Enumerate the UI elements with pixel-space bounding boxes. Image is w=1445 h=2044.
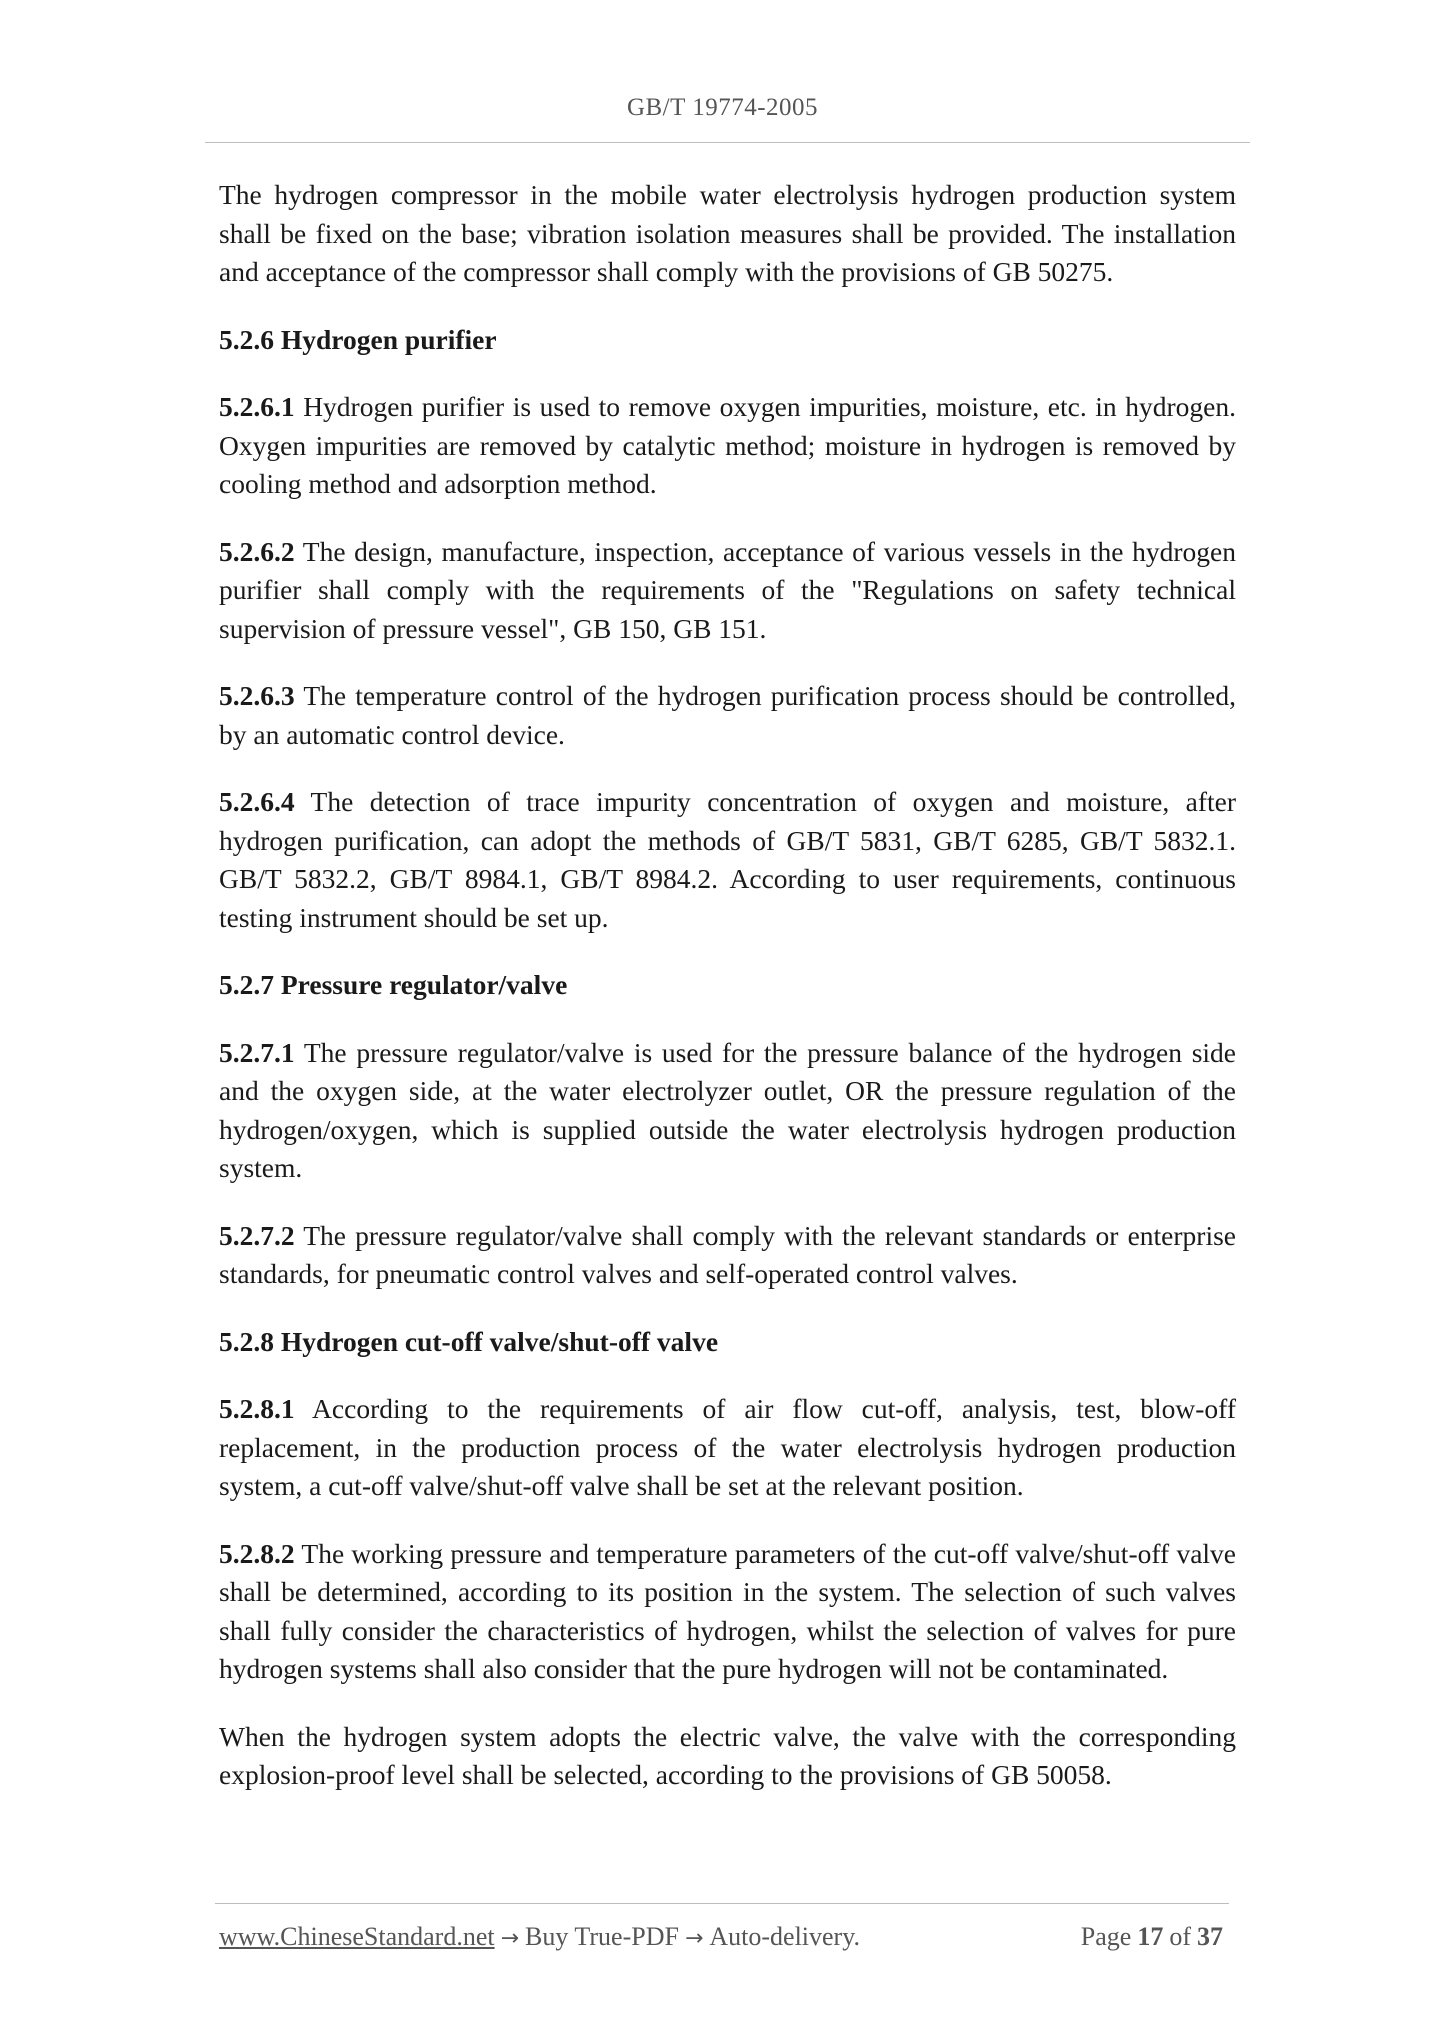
clause-5-2-8-2 xyxy=(219,1535,1236,1689)
clause-number: 5.2.6.1 xyxy=(219,391,295,422)
footer-promo xyxy=(219,1922,860,1952)
arrow-right-icon: → xyxy=(500,1926,520,1951)
header-divider xyxy=(205,142,1250,143)
page-label: Page xyxy=(1080,1922,1132,1951)
clause-number: 5.2.6.2 xyxy=(219,535,295,567)
clause-5-2-6-1 xyxy=(219,388,1236,504)
clause-5-2-6-2 xyxy=(219,533,1236,649)
clause-text: The pressure regulator/valve shall comply with the relevant standards or enterprise standards, for pneumatic control valves and self-operated control valves. xyxy=(219,1219,1236,1289)
clause-text: Hydrogen purifier is used to remove oxygen impurities, moisture, etc. in hydrogen. Oxygen impurities are removed by catalytic method; moisture in hydrogen is removed by cooling method and adsorption method. xyxy=(219,391,1236,499)
clause-number: 5.2.6.3 xyxy=(219,680,295,711)
clause-number: 5.2.8.2 xyxy=(219,1537,295,1569)
clause-5-2-6-3 xyxy=(219,677,1236,754)
paragraph-compressor: The hydrogen compressor in the mobile water electrolysis hydrogen production system shall be fixed on the base; vibration isolation measures shall be provided. The installation and acceptance of the compressor shall comply with the provisions of GB 50275. xyxy=(219,179,1236,287)
clause-number: 5.2.8.1 xyxy=(219,1393,295,1424)
clause-text: The pressure regulator/valve is used for the pressure balance of the hydrogen side and the oxygen side, at the water electrolyzer outlet, OR the pressure regulation of the hydrogen/oxygen, which is supplied outside the water electrolysis hydrogen production system. xyxy=(219,1036,1236,1183)
clause-number: 5.2.6.4 xyxy=(219,786,295,817)
clause-5-2-7-2 xyxy=(219,1217,1236,1294)
page-number xyxy=(1081,1922,1229,1952)
clause-5-2-8-1 xyxy=(219,1390,1236,1506)
auto-delivery-text: Auto-delivery. xyxy=(709,1922,861,1951)
document-body xyxy=(219,176,1236,1824)
paragraph-electric-valve: When the hydrogen system adopts the electric valve, the valve with the corresponding explosion-proof level shall be selected, according to the provisions of GB 50058. xyxy=(219,1720,1236,1790)
section-heading-5-2-6: 5.2.6 Hydrogen purifier xyxy=(219,323,497,355)
buy-true-pdf-text: Buy True-PDF xyxy=(525,1922,679,1951)
current-page-number: 17 xyxy=(1137,1922,1164,1951)
page-header-title: GB/T 19774-2005 xyxy=(626,94,819,121)
page-footer xyxy=(219,1922,1229,1958)
clause-text: According to the requirements of air flow cut-off, analysis, test, blow-off replacement, in the production process of the water electrolysis hydrogen production system, a cut-off valve/shut-off valve shall be set at the relevant position. xyxy=(219,1393,1236,1501)
chinesestandard-link[interactable]: www.ChineseStandard.net xyxy=(219,1922,495,1951)
clause-5-2-6-4 xyxy=(219,783,1236,937)
of-label: of xyxy=(1169,1922,1191,1951)
section-heading-5-2-8: 5.2.8 Hydrogen cut-off valve/shut-off valve xyxy=(219,1325,719,1357)
clause-number: 5.2.7.2 xyxy=(219,1219,295,1251)
section-heading-5-2-7: 5.2.7 Pressure regulator/valve xyxy=(219,969,568,1000)
clause-text: The temperature control of the hydrogen purification process should be controlled, by an automatic control device. xyxy=(219,680,1236,750)
clause-number: 5.2.7.1 xyxy=(219,1036,295,1068)
footer-divider xyxy=(215,1903,1229,1904)
clause-text: The detection of trace impurity concentration of oxygen and moisture, after hydrogen purification, can adopt the methods of GB/T 5831, GB/T 6285, GB/T 5832.1. GB/T 5832.2, GB/T 8984.1, GB/T 8984.2. According to user requirements, continuous testing instrument should be set up. xyxy=(219,786,1236,933)
clause-text: The design, manufacture, inspection, acceptance of various vessels in the hydrogen purifier shall comply with the requirements of the "Regulations on safety technical supervision of pressure vessel", GB 150, GB 151. xyxy=(219,535,1236,644)
total-pages-number: 37 xyxy=(1197,1922,1223,1951)
clause-text: The working pressure and temperature parameters of the cut-off valve/shut-off valve shall be determined, according to its position in the system. The selection of such valves shall fully consider the characteristics of hydrogen, whilst the selection of valves for pure hydrogen systems shall also consider that the pure hydrogen will not be contaminated. xyxy=(219,1537,1236,1684)
arrow-right-icon: → xyxy=(684,1926,704,1951)
clause-5-2-7-1 xyxy=(219,1034,1236,1188)
